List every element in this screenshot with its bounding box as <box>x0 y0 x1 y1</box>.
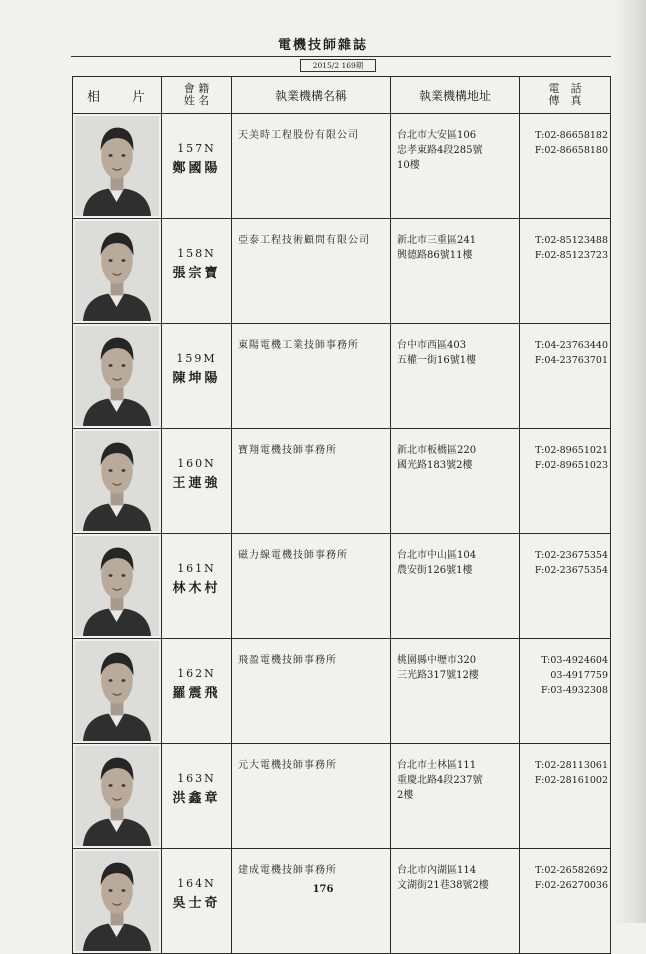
address-line-3: 2樓 <box>397 790 414 801</box>
member-number: 161N <box>177 562 216 575</box>
member-name-cell <box>162 429 232 534</box>
address-line-1: 台北市大安區106 <box>397 130 477 141</box>
col-header-member-name <box>162 77 232 114</box>
photo-cell <box>73 849 162 954</box>
photo-cell <box>73 744 162 849</box>
address-line-1: 台北市內湖區114 <box>397 865 477 876</box>
col-header-member-no: 會 籍 <box>183 82 210 95</box>
tel-line-1: T:02-23675354 <box>535 550 608 561</box>
org-name: 寶翔電機技師事務所 <box>232 429 391 534</box>
tel-line-2: F:02-26270036 <box>534 880 608 891</box>
header-rule <box>71 56 611 57</box>
tel-line-2: F:02-23675354 <box>534 565 608 576</box>
photo-cell <box>73 324 162 429</box>
table-row <box>73 429 611 534</box>
col-header-name: 姓 名 <box>183 94 210 107</box>
portrait-icon <box>75 851 159 951</box>
tel-fax <box>520 429 611 534</box>
member-number: 163N <box>177 772 216 785</box>
member-roster-table <box>72 76 611 954</box>
member-number: 164N <box>177 877 216 890</box>
portrait-photo <box>75 536 159 636</box>
tel-line-1: T:02-26582692 <box>535 865 608 876</box>
portrait-icon <box>75 326 159 426</box>
org-name: 建成電機技師事務所 <box>232 849 391 954</box>
tel-line-2: F:02-85123723 <box>534 250 608 261</box>
table-row <box>73 534 611 639</box>
col-header-tel-fax <box>520 77 611 114</box>
portrait-icon <box>75 641 159 741</box>
member-name: 張宗寶 <box>172 266 221 281</box>
tel-line-2: 03-4917759 <box>550 670 608 681</box>
tel-fax <box>520 114 611 219</box>
portrait-photo <box>75 431 159 531</box>
address-line-2: 五權一街16號1樓 <box>397 355 477 366</box>
page-edge-shadow <box>612 0 646 923</box>
photo-cell <box>73 219 162 324</box>
org-name: 亞泰工程技術顧問有限公司 <box>232 219 391 324</box>
member-name: 鄭國陽 <box>172 161 221 176</box>
tel-line-1: T:03-4924604 <box>541 655 608 666</box>
member-number: 157N <box>177 142 216 155</box>
member-name-cell <box>162 534 232 639</box>
portrait-icon <box>75 536 159 636</box>
org-address <box>391 324 520 429</box>
member-name-cell <box>162 744 232 849</box>
member-number: 162N <box>177 667 216 680</box>
member-number: 158N <box>177 247 216 260</box>
address-line-3: 10樓 <box>397 160 420 171</box>
org-address <box>391 849 520 954</box>
portrait-photo <box>75 326 159 426</box>
member-name: 羅震飛 <box>172 686 221 701</box>
photo-cell <box>73 429 162 534</box>
address-line-2: 忠孝東路4段285號 <box>397 145 483 156</box>
member-name-cell <box>162 114 232 219</box>
tel-line-2: F:04-23763701 <box>534 355 608 366</box>
portrait-photo <box>75 641 159 741</box>
org-address <box>391 429 520 534</box>
col-header-org: 執業機構名稱 <box>232 77 391 114</box>
col-header-photo: 相 片 <box>73 77 162 114</box>
tel-fax <box>520 639 611 744</box>
table-row <box>73 744 611 849</box>
portrait-photo <box>75 116 159 216</box>
tel-line-1: T:04-23763440 <box>535 340 608 351</box>
address-line-1: 台中市西區403 <box>397 340 467 351</box>
tel-fax <box>520 849 611 954</box>
tel-line-1: T:02-89651021 <box>535 445 608 456</box>
magazine-title: 電機技師雜誌 <box>277 38 368 53</box>
member-name-cell <box>162 639 232 744</box>
address-line-2: 文湖街21巷38號2樓 <box>397 880 489 891</box>
address-line-1: 新北市三重區241 <box>397 235 477 246</box>
org-name: 飛盈電機技師事務所 <box>232 639 391 744</box>
address-line-1: 新北市板橋區220 <box>397 445 477 456</box>
address-line-2: 農安街126號1樓 <box>397 565 473 576</box>
member-number: 159M <box>176 352 217 365</box>
member-name-cell <box>162 219 232 324</box>
org-name: 天美時工程股份有限公司 <box>232 114 391 219</box>
address-line-1: 台北市士林區111 <box>397 760 477 771</box>
issue-label: 2015/2 169期 <box>300 59 376 72</box>
photo-cell <box>73 534 162 639</box>
table-row <box>73 114 611 219</box>
member-number: 160N <box>177 457 216 470</box>
table-row <box>73 639 611 744</box>
col-header-address: 執業機構地址 <box>391 77 520 114</box>
tel-fax <box>520 534 611 639</box>
member-name: 陳坤陽 <box>172 371 221 386</box>
col-header-tel: 電 話 <box>548 82 582 95</box>
member-name: 洪鑫章 <box>172 791 221 806</box>
member-name: 林木村 <box>172 581 221 596</box>
portrait-photo <box>75 746 159 846</box>
portrait-photo <box>75 221 159 321</box>
table-header-row <box>73 77 611 114</box>
tel-fax <box>520 219 611 324</box>
table-row <box>73 219 611 324</box>
org-address <box>391 744 520 849</box>
org-name: 磁力線電機技師事務所 <box>232 534 391 639</box>
portrait-photo <box>75 851 159 951</box>
address-line-2: 國光路183號2樓 <box>397 460 473 471</box>
address-line-2: 三光路317號12樓 <box>397 670 479 681</box>
member-name: 王連強 <box>172 476 221 491</box>
org-name: 東陽電機工業技師事務所 <box>232 324 391 429</box>
address-line-2: 重慶北路4段237號 <box>397 775 483 786</box>
org-name: 元大電機技師事務所 <box>232 744 391 849</box>
address-line-1: 台北市中山區104 <box>397 550 477 561</box>
tel-line-3: F:03-4932308 <box>540 685 608 696</box>
photo-cell <box>73 114 162 219</box>
page-number: 176 <box>312 884 334 895</box>
portrait-icon <box>75 746 159 846</box>
address-line-2: 興德路86號11樓 <box>397 250 473 261</box>
table-row <box>73 324 611 429</box>
tel-fax <box>520 744 611 849</box>
tel-line-2: F:02-89651023 <box>534 460 608 471</box>
member-name-cell <box>162 324 232 429</box>
member-name: 吳士奇 <box>172 896 221 911</box>
portrait-icon <box>75 431 159 531</box>
portrait-icon <box>75 116 159 216</box>
tel-line-1: T:02-28113061 <box>535 760 608 771</box>
org-address <box>391 114 520 219</box>
portrait-icon <box>75 221 159 321</box>
org-address <box>391 219 520 324</box>
org-address <box>391 534 520 639</box>
tel-line-2: F:02-28161002 <box>534 775 608 786</box>
tel-line-1: T:02-86658182 <box>535 130 608 141</box>
tel-line-2: F:02-86658180 <box>534 145 608 156</box>
org-address <box>391 639 520 744</box>
photo-cell <box>73 639 162 744</box>
member-name-cell <box>162 849 232 954</box>
tel-fax <box>520 324 611 429</box>
tel-line-1: T:02-85123488 <box>535 235 608 246</box>
table-row <box>73 849 611 954</box>
address-line-1: 桃園縣中壢市320 <box>397 655 477 666</box>
col-header-fax: 傳 真 <box>548 94 582 107</box>
